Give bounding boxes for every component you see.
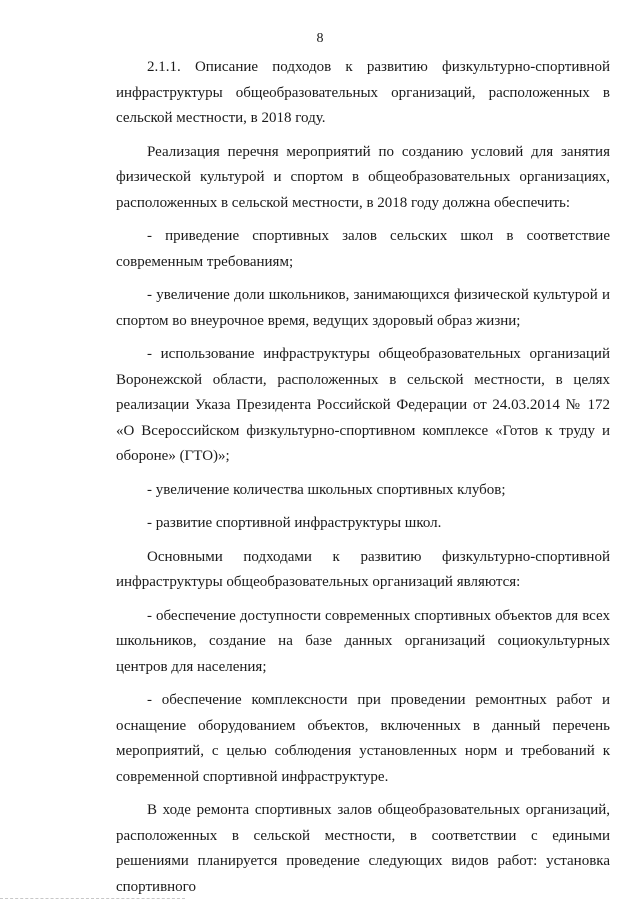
paragraph-approaches: Основными подходами к развитию физкультурно-спортивной инфраструктуры общеобразовательных организаций являются: (116, 548, 610, 590)
list-item: - увеличение доли школьников, занимающихся физической культурой и спортом во внеурочное время, ведущих здоровый образ жизни; (116, 287, 610, 329)
list-item: - использование инфраструктуры общеобразовательных организаций Воронежской области, расположенных в сельской местности, в целях реализации Указа Президента Российской Федерации от 24.03.2014 № 172 «О Всероссийском физкультурно-спортивном комплексе «Готов к труду и обороне» (ГТО)»; (116, 346, 610, 464)
paragraph-intro: Реализация перечня мероприятий по созданию условий для занятия физической культурой и спортом в общеобразовательных организациях, расположенных в сельской местности, в 2018 году должна обеспечить: (116, 143, 610, 211)
paragraph-repair-works: В ходе ремонта спортивных залов общеобразовательных организаций, расположенных в сельской местности, в соответствии с едиными решениями планируется проведение следующих видов работ: установка спортивного (116, 802, 610, 895)
document-body (116, 55, 610, 900)
page-number: 8 (316, 31, 324, 46)
list-item: - обеспечение комплексности при проведении ремонтных работ и оснащение оборудованием объектов, включенных в данный перечень мероприятий, с целью соблюдения установленных норм и требований к современной спортивной инфраструктуре. (116, 692, 610, 785)
scan-edge-line (0, 898, 185, 899)
list-item: - увеличение количества школьных спортивных клубов; (147, 481, 506, 498)
list-item: - развитие спортивной инфраструктуры школ. (147, 515, 442, 531)
section-heading: 2.1.1. Описание подходов к развитию физкультурно-спортивной инфраструктуры общеобразовательных организаций, расположенных в сельской местности, в 2018 году. (116, 59, 610, 126)
list-item: - обеспечение доступности современных спортивных объектов для всех школьников, создание на базе данных организаций социокультурных центров для населения; (116, 607, 610, 675)
list-item: - приведение спортивных залов сельских школ в соответствие современным требованиям; (116, 228, 610, 270)
